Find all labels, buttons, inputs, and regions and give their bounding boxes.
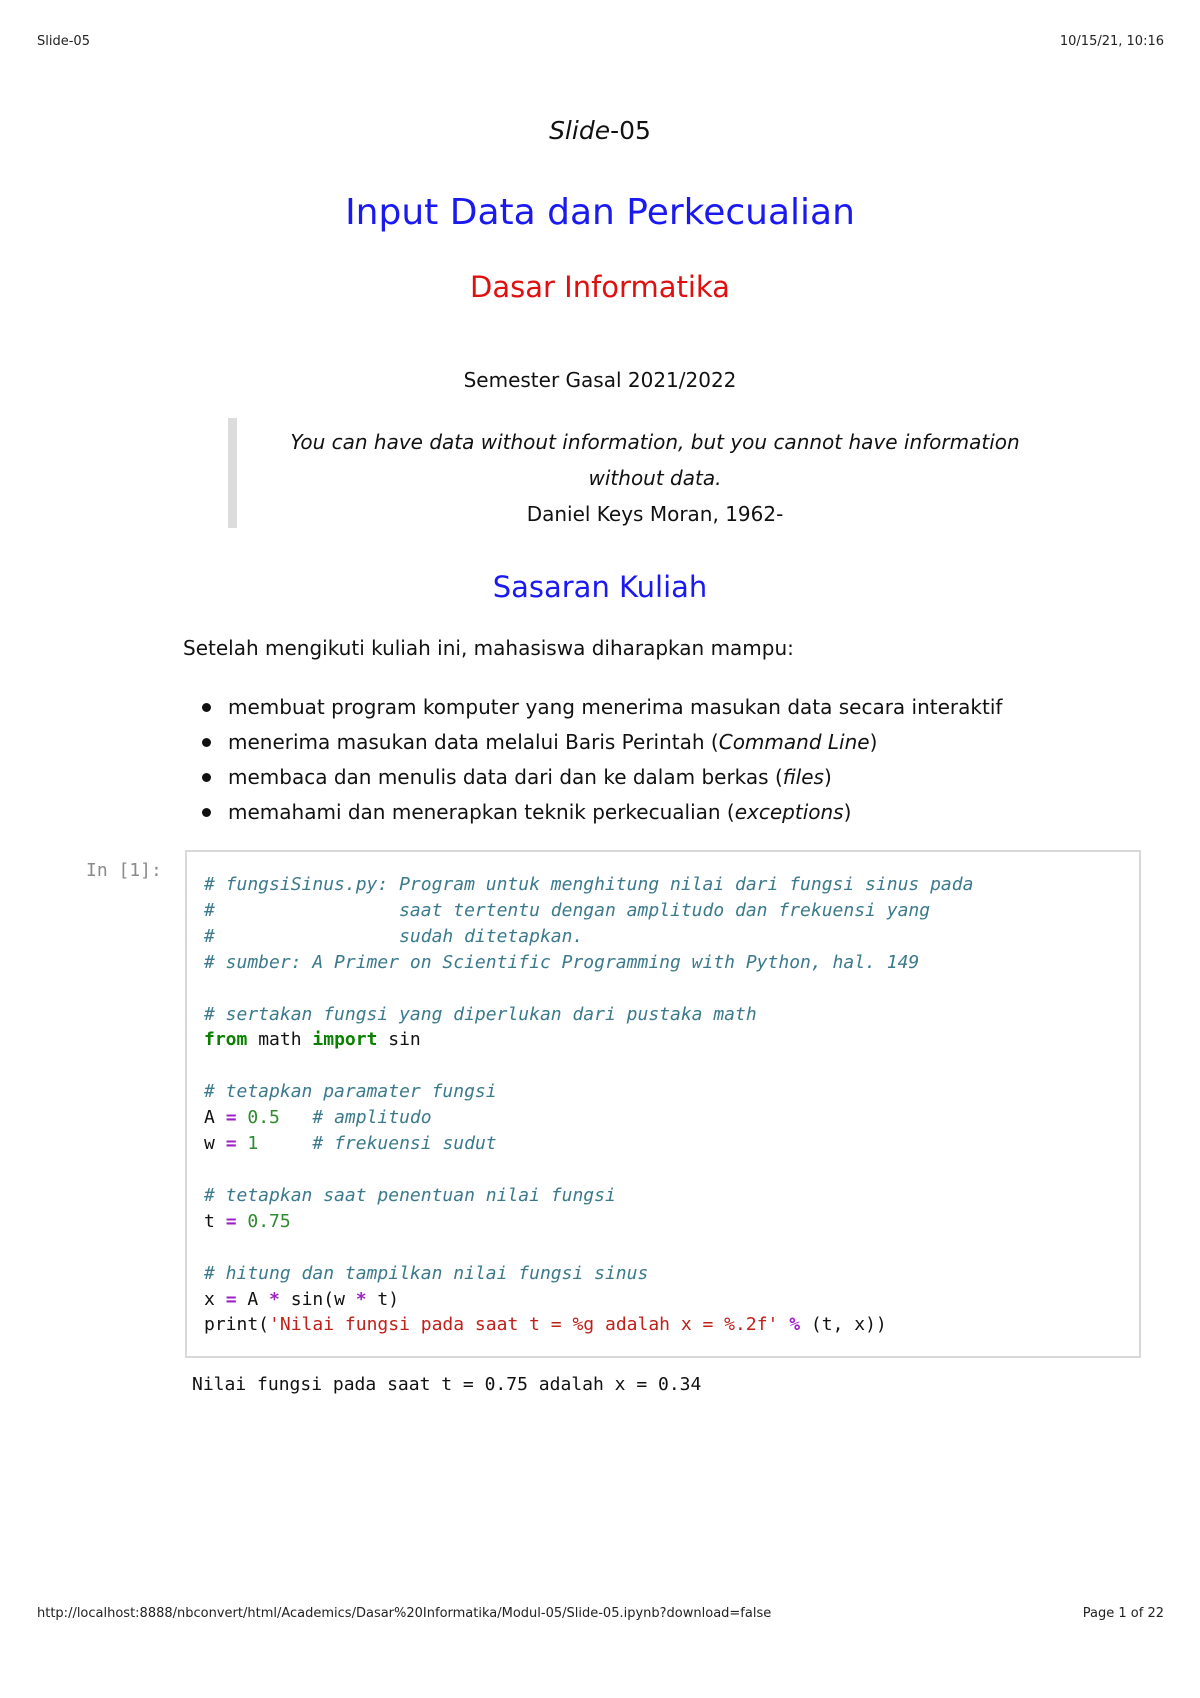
code-token: t) — [366, 1288, 400, 1310]
code-keyword: from — [204, 1029, 248, 1051]
code-comment: # sumber: A Primer on Scientific Programming with Python, hal. 149 — [204, 951, 920, 973]
bullet-icon — [202, 808, 211, 817]
list-item-italic: exceptions — [734, 800, 844, 824]
code-comment: # saat tertentu dengan amplitudo dan frekuensi yang — [204, 899, 931, 921]
code-number: 0.75 — [236, 1210, 291, 1232]
list-item-text: membuat program komputer yang menerima masukan data secara interaktif — [228, 695, 1003, 719]
code-token: A — [236, 1288, 270, 1310]
code-comment: # hitung dan tampilkan nilai fungsi sinus — [204, 1262, 649, 1284]
slide-label-prefix: Slide — [549, 116, 611, 145]
code-operator: * — [355, 1288, 367, 1310]
slide-label-suffix: -05 — [610, 116, 651, 145]
print-footer-url: http://localhost:8888/nbconvert/html/Academics/Dasar%20Informatika/Modul-05/Slide-05.ipynb?download=false — [37, 1606, 772, 1621]
code-token: (t, x)) — [800, 1314, 887, 1336]
code-comment: # sertakan fungsi yang diperlukan dari pustaka math — [204, 1003, 757, 1025]
code-token: sin(w — [279, 1288, 356, 1310]
print-footer-page: Page 1 of 22 — [1082, 1606, 1164, 1621]
code-comment: # tetapkan paramater fungsi — [204, 1081, 497, 1103]
code-token: math — [247, 1029, 313, 1051]
print-header-title: Slide-05 — [37, 34, 90, 49]
quote-line-1: You can have data without information, but you cannot have information — [290, 430, 1020, 454]
code-operator: * — [269, 1288, 280, 1310]
quote-line-2: without data. — [588, 466, 722, 490]
code-operator: = — [225, 1288, 237, 1310]
bullet-icon — [202, 738, 211, 747]
code-number: 0.5 — [236, 1107, 280, 1129]
list-item — [183, 725, 1002, 760]
code-operator: = — [225, 1210, 237, 1232]
code-operator: = — [225, 1133, 237, 1155]
cell-prompt: In [1]: — [86, 860, 162, 881]
list-item-text-end: ) — [869, 730, 878, 754]
section-heading: Sasaran Kuliah — [492, 570, 708, 604]
quote-author: Daniel Keys Moran, 1962- — [526, 502, 784, 526]
list-item-text: memahami dan menerapkan teknik perkecualian ( — [228, 800, 735, 824]
code-comment: # fungsiSinus.py: Program untuk menghitung nilai dari fungsi sinus pada — [204, 874, 974, 895]
code-operator: % — [789, 1314, 801, 1336]
list-item-text: menerima masukan data melalui Baris Perintah ( — [228, 730, 719, 754]
code-cell[interactable] — [185, 850, 1141, 1358]
code-token: t — [204, 1210, 226, 1232]
cell-output: Nilai fungsi pada saat t = 0.75 adalah x = 0.34 — [192, 1374, 702, 1395]
blockquote-bar — [228, 418, 237, 528]
code-token: sin — [377, 1029, 421, 1051]
list-item-text: membaca dan menulis data dari dan ke dalam berkas ( — [228, 765, 783, 789]
blockquote — [255, 424, 1055, 532]
course-subtitle: Dasar Informatika — [470, 270, 730, 304]
list-item-italic: files — [782, 765, 824, 789]
code-token: w — [204, 1133, 226, 1155]
code-token: A — [204, 1107, 226, 1129]
list-item — [183, 690, 1002, 725]
code-keyword: import — [312, 1029, 378, 1051]
code-comment: # sudah ditetapkan. — [204, 925, 584, 947]
code-string: 'Nilai fungsi pada saat t = %g adalah x = %.2f' — [269, 1314, 779, 1336]
list-item-text-end: ) — [843, 800, 852, 824]
code-block — [204, 872, 973, 1338]
code-comment: # frekuensi sudut — [258, 1133, 497, 1155]
bullet-icon — [202, 703, 211, 712]
list-item — [183, 795, 1002, 830]
list-item-text-end: ) — [823, 765, 832, 789]
bullet-icon — [202, 773, 211, 782]
code-operator: = — [225, 1107, 237, 1129]
code-number: 1 — [236, 1133, 259, 1155]
slide-label — [0, 116, 1200, 145]
list-item-italic: Command Line — [718, 730, 870, 754]
code-comment: # amplitudo — [279, 1107, 432, 1129]
semester-label: Semester Gasal 2021/2022 — [463, 368, 737, 392]
list-item — [183, 760, 1002, 795]
code-comment: # tetapkan saat penentuan nilai fungsi — [204, 1184, 616, 1206]
objectives-intro: Setelah mengikuti kuliah ini, mahasiswa diharapkan mampu: — [183, 636, 794, 660]
code-token: x — [204, 1288, 226, 1310]
page-title: Input Data dan Perkecualian — [345, 192, 855, 233]
objectives-list — [183, 690, 1002, 830]
print-header-datetime: 10/15/21, 10:16 — [1059, 34, 1164, 49]
code-token: print( — [204, 1314, 270, 1336]
